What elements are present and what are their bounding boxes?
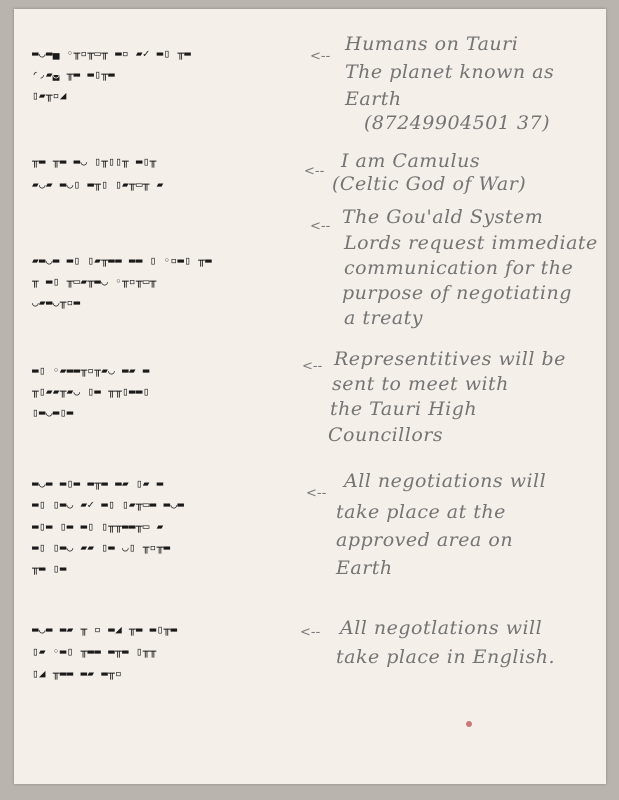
arrow-left-icon: <-- — [300, 625, 321, 640]
arrow-left-icon: <-- — [304, 164, 325, 179]
glyph-line: ▬◡▬▄ ◦╥▫╥▭╥ ▬▫ ▰✓ ▬▯ ╥▬ — [32, 47, 192, 60]
glyph-line: ╥ ▬▯ ╥▭▰╥▬◡ ◦╥▫╥▭╥ — [32, 275, 157, 288]
arrow-left-icon: <-- — [306, 486, 327, 501]
annotation-line: take place at the — [336, 501, 506, 523]
glyph-line: ▬▯ ◦▰▬▬╥▫╥▰◡ ▬▰ ▬ — [32, 364, 150, 377]
annotation-line: take place in English. — [336, 646, 556, 668]
glyph-line: ▬◡▬ ▬▰ ╥ ▫ ▬◢ ╥▬ ▬▯╥▬ — [32, 623, 178, 636]
annotation-line: Humans on Tauri — [345, 33, 519, 55]
glyph-line: ▬◡▬ ▬▯▬ ▬╥▬ ▬▰ ▯▰ ▬ — [32, 477, 164, 490]
arrow-left-icon: <-- — [310, 49, 331, 64]
glyph-line: ▬▯ ▯▬◡ ▰✓ ▬▯ ▯▰╥▭▬ ▬◡▬ — [32, 498, 185, 511]
glyph-line: ▯▰╥▫◢ — [32, 89, 67, 102]
glyph-line: ╥▯▰▰╥▰◡ ▯▬ ╥╥▯▬▬▯ — [32, 385, 150, 398]
annotation-line: I am Camulus — [341, 150, 481, 172]
annotation-line: The planet known as — [345, 61, 555, 83]
glyph-line: ◜◞▰◛ ╥▬ ▬▯╥▬ — [32, 68, 116, 81]
annotation-line: (87249904501 37) — [364, 112, 551, 134]
ink-dot — [466, 721, 472, 727]
annotation-line: Lords request immediate — [344, 232, 598, 254]
annotation-line: purpose of negotiating — [342, 282, 572, 304]
glyph-line: ▯▬◡▬▯▬ — [32, 406, 74, 419]
annotation-line: Earth — [345, 88, 402, 110]
glyph-line: ▬▯▬ ▯▬ ▬▯ ▯╥╥▬▬╥▭ ▰ — [32, 520, 164, 533]
annotation-line: communication for the — [344, 257, 574, 279]
annotation-line: sent to meet with — [332, 373, 509, 395]
glyph-line: ▰▬◡▬ ▬▯ ▯▰╥▬▬ ▬▬ ▯ ◦▫▬▯ ╥▬ — [32, 254, 212, 267]
annotation-line: All negotiations will — [344, 470, 547, 492]
annotation-line: The Gou'ald System — [342, 206, 544, 228]
annotation-line: (Celtic God of War) — [332, 173, 527, 195]
annotation-line: a treaty — [344, 307, 424, 329]
handwritten-page — [14, 9, 606, 784]
glyph-line: ◡▰▬◡╥▫▬ — [32, 296, 81, 309]
annotation-line: Councillors — [328, 424, 444, 446]
annotation-line: All negotlations will — [340, 617, 543, 639]
glyph-line: ▬▯ ▯▬◡ ▰▰ ▯▬ ◡▯ ╥▫╥▬ — [32, 541, 171, 554]
annotation-line: approved area on — [336, 529, 514, 551]
arrow-left-icon: <-- — [310, 219, 331, 234]
arrow-left-icon: <-- — [302, 359, 323, 374]
glyph-line: ╥▬ ▯▬ — [32, 562, 67, 575]
glyph-line: ▯◢ ╥▬▬ ▬▰ ▬╥▫ — [32, 667, 122, 680]
annotation-line: the Tauri High — [330, 398, 478, 420]
glyph-line: ▰◡▰ ▬◡▯ ▬╥▯ ▯▰╥▭╥ ▰ — [32, 178, 164, 191]
annotation-line: Earth — [336, 557, 393, 579]
glyph-line: ▯▰ ◦▬▯ ╥▬▬ ▬╥▬ ▯╥╥ — [32, 645, 157, 658]
glyph-line: ╥▬ ╥▬ ▬◡ ▯╥▯▯╥ ▬▯╥ — [32, 155, 157, 168]
annotation-line: Representitives will be — [334, 348, 566, 370]
